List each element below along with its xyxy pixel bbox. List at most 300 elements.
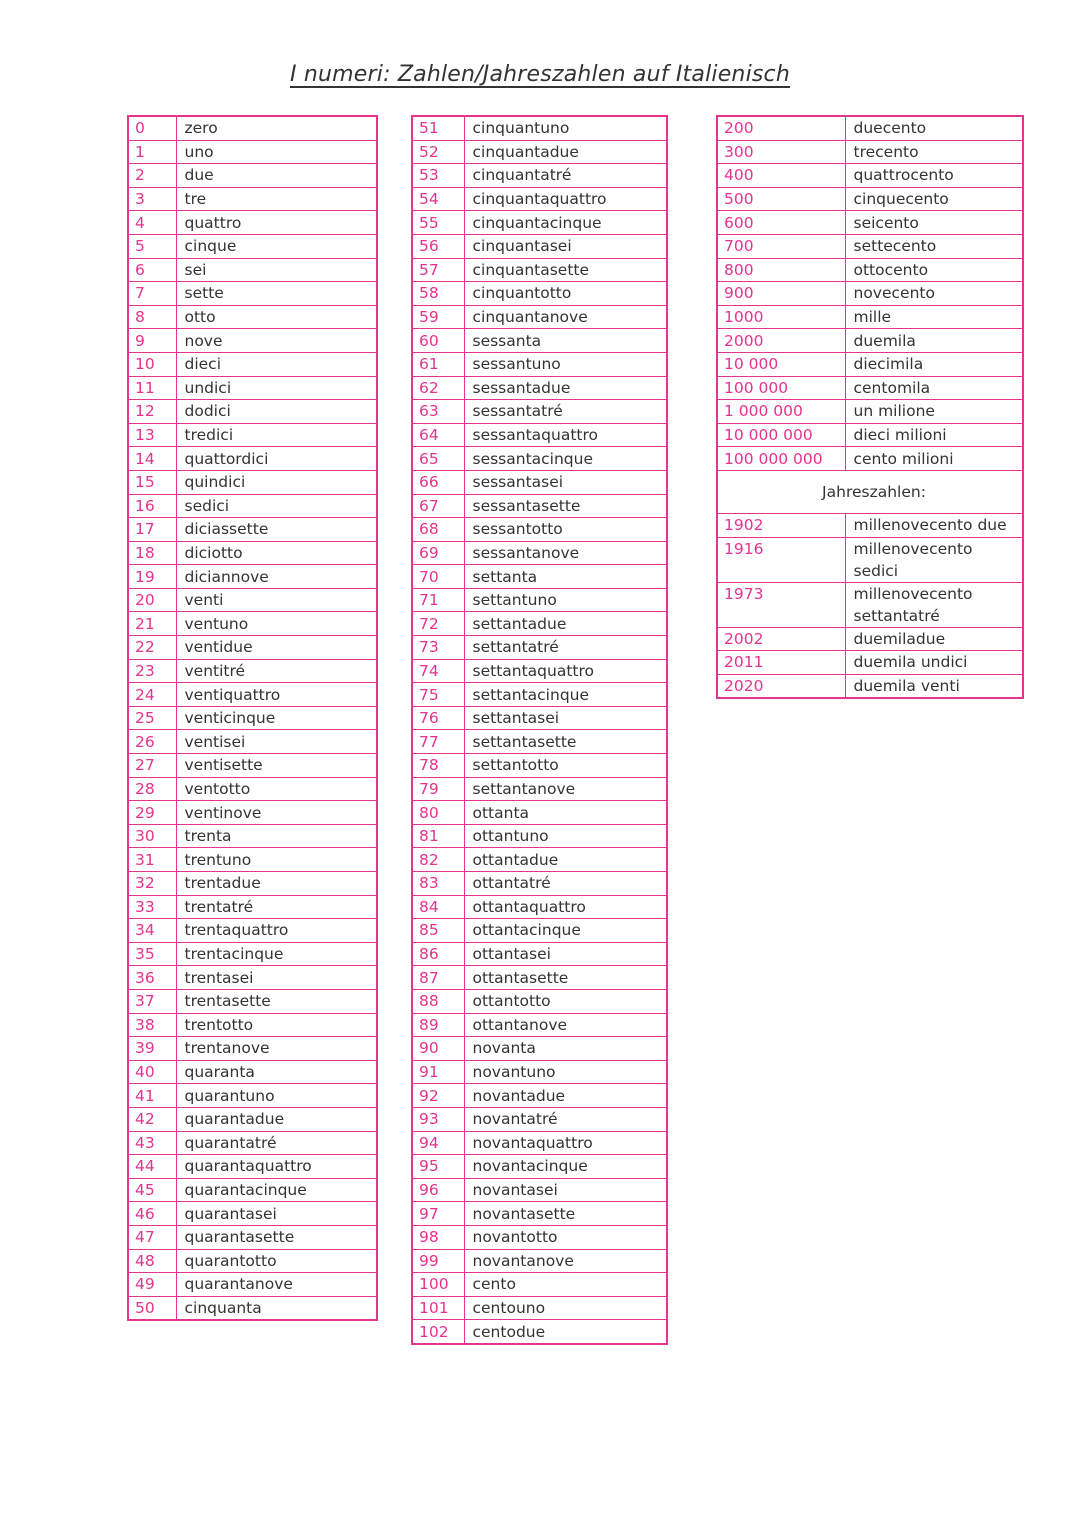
number-word: cinquantanove — [464, 305, 667, 329]
number-row — [412, 777, 667, 801]
number-digits: 19 — [128, 565, 176, 589]
number-digits: 1 000 000 — [717, 400, 845, 424]
number-row — [128, 895, 377, 919]
number-digits: 97 — [412, 1202, 464, 1226]
number-row — [128, 1060, 377, 1084]
number-row — [412, 447, 667, 471]
number-digits: 27 — [128, 754, 176, 778]
number-row — [128, 919, 377, 943]
number-digits: 73 — [412, 636, 464, 660]
number-digits: 74 — [412, 659, 464, 683]
number-digits: 600 — [717, 211, 845, 235]
number-word: uno — [176, 140, 377, 164]
number-row — [412, 1155, 667, 1179]
number-digits: 31 — [128, 848, 176, 872]
number-word: sei — [176, 258, 377, 282]
number-word: quarantacinque — [176, 1178, 377, 1202]
number-digits: 50 — [128, 1296, 176, 1320]
year-digits: 1916 — [717, 537, 845, 582]
number-digits: 18 — [128, 541, 176, 565]
number-digits: 15 — [128, 470, 176, 494]
number-digits: 59 — [412, 305, 464, 329]
number-word: quarantaquattro — [176, 1155, 377, 1179]
number-word: dieci — [176, 352, 377, 376]
number-word: zero — [176, 116, 377, 140]
number-row — [412, 919, 667, 943]
number-word: ottantotto — [464, 989, 667, 1013]
number-row — [128, 329, 377, 353]
number-digits: 20 — [128, 588, 176, 612]
number-digits: 61 — [412, 352, 464, 376]
number-word: novantaquattro — [464, 1131, 667, 1155]
number-digits: 68 — [412, 518, 464, 542]
number-word: tre — [176, 187, 377, 211]
numbers-table-hundreds-millions — [716, 115, 1024, 699]
number-row — [128, 659, 377, 683]
number-word: novantacinque — [464, 1155, 667, 1179]
year-digits: 2002 — [717, 627, 845, 651]
number-row — [412, 612, 667, 636]
number-digits: 41 — [128, 1084, 176, 1108]
number-row — [717, 376, 1023, 400]
number-digits: 2000 — [717, 329, 845, 353]
number-word: trentanove — [176, 1037, 377, 1061]
number-word: sessantatré — [464, 400, 667, 424]
years-header-row — [717, 470, 1023, 513]
number-row — [128, 1225, 377, 1249]
number-word: quaranta — [176, 1060, 377, 1084]
number-digits: 26 — [128, 730, 176, 754]
number-row — [412, 187, 667, 211]
number-word: trecento — [845, 140, 1023, 164]
number-row — [128, 848, 377, 872]
number-word: cinquantasei — [464, 234, 667, 258]
number-digits: 28 — [128, 777, 176, 801]
number-digits: 200 — [717, 116, 845, 140]
number-row — [412, 282, 667, 306]
number-digits: 47 — [128, 1225, 176, 1249]
number-digits: 62 — [412, 376, 464, 400]
number-word: settantatré — [464, 636, 667, 660]
number-row — [717, 140, 1023, 164]
number-word: trentasei — [176, 966, 377, 990]
number-row — [412, 1225, 667, 1249]
number-digits: 76 — [412, 706, 464, 730]
number-digits: 89 — [412, 1013, 464, 1037]
number-word: ottantaquattro — [464, 895, 667, 919]
number-row — [128, 234, 377, 258]
number-row — [412, 234, 667, 258]
number-digits: 88 — [412, 989, 464, 1013]
number-row — [412, 400, 667, 424]
number-digits: 48 — [128, 1249, 176, 1273]
number-word: trentadue — [176, 872, 377, 896]
number-digits: 0 — [128, 116, 176, 140]
number-row — [412, 352, 667, 376]
year-word: duemiladue — [845, 627, 1023, 651]
number-row — [128, 989, 377, 1013]
number-word: settantasette — [464, 730, 667, 754]
number-row — [128, 754, 377, 778]
number-word: cinquanta — [176, 1296, 377, 1320]
number-word: cinquantuno — [464, 116, 667, 140]
number-row — [128, 140, 377, 164]
number-row — [128, 164, 377, 188]
number-row — [717, 352, 1023, 376]
number-row — [412, 989, 667, 1013]
number-row — [128, 352, 377, 376]
number-digits: 5 — [128, 234, 176, 258]
year-row — [717, 651, 1023, 675]
number-word: seicento — [845, 211, 1023, 235]
number-row — [412, 1202, 667, 1226]
number-digits: 500 — [717, 187, 845, 211]
number-row — [412, 140, 667, 164]
number-row — [128, 494, 377, 518]
number-row — [128, 706, 377, 730]
number-row — [412, 494, 667, 518]
number-digits: 96 — [412, 1178, 464, 1202]
year-word: millenovecento sedici — [845, 537, 1023, 582]
number-row — [128, 211, 377, 235]
number-digits: 40 — [128, 1060, 176, 1084]
number-digits: 33 — [128, 895, 176, 919]
number-row — [128, 1296, 377, 1320]
number-word: quarantotto — [176, 1249, 377, 1273]
number-digits: 800 — [717, 258, 845, 282]
number-word: sessantacinque — [464, 447, 667, 471]
number-digits: 24 — [128, 683, 176, 707]
number-row — [412, 588, 667, 612]
number-word: quattro — [176, 211, 377, 235]
number-digits: 99 — [412, 1249, 464, 1273]
number-row — [128, 187, 377, 211]
number-row — [128, 872, 377, 896]
number-row — [128, 305, 377, 329]
number-word: diciassette — [176, 518, 377, 542]
number-row — [717, 164, 1023, 188]
number-row — [128, 824, 377, 848]
number-row — [717, 447, 1023, 471]
number-digits: 56 — [412, 234, 464, 258]
number-row — [412, 329, 667, 353]
number-word: cinquantacinque — [464, 211, 667, 235]
number-word: ottantuno — [464, 824, 667, 848]
number-digits: 82 — [412, 848, 464, 872]
number-word: ottantatré — [464, 872, 667, 896]
number-word: ventotto — [176, 777, 377, 801]
number-word: diciotto — [176, 541, 377, 565]
number-word: ventuno — [176, 612, 377, 636]
number-row — [128, 565, 377, 589]
number-word: quarantadue — [176, 1107, 377, 1131]
number-row — [128, 447, 377, 471]
number-word: ventisette — [176, 754, 377, 778]
number-word: tredici — [176, 423, 377, 447]
number-digits: 55 — [412, 211, 464, 235]
year-row — [717, 627, 1023, 651]
number-word: novantasei — [464, 1178, 667, 1202]
number-row — [412, 541, 667, 565]
number-digits: 4 — [128, 211, 176, 235]
number-digits: 81 — [412, 824, 464, 848]
number-digits: 2 — [128, 164, 176, 188]
number-digits: 51 — [412, 116, 464, 140]
number-word: trentasette — [176, 989, 377, 1013]
number-row — [717, 305, 1023, 329]
number-digits: 900 — [717, 282, 845, 306]
number-word: novantadue — [464, 1084, 667, 1108]
number-row — [412, 164, 667, 188]
number-word: sedici — [176, 494, 377, 518]
number-word: cinquantaquattro — [464, 187, 667, 211]
number-row — [717, 329, 1023, 353]
number-word: cinquecento — [845, 187, 1023, 211]
number-row — [717, 423, 1023, 447]
number-row — [412, 1107, 667, 1131]
number-row — [412, 942, 667, 966]
number-word: cinquantasette — [464, 258, 667, 282]
number-row — [717, 187, 1023, 211]
number-word: novantotto — [464, 1225, 667, 1249]
number-word: sessantotto — [464, 518, 667, 542]
number-word: ottantadue — [464, 848, 667, 872]
number-word: settantasei — [464, 706, 667, 730]
year-word: millenovecento settantatré — [845, 582, 1023, 627]
number-row — [412, 801, 667, 825]
number-digits: 10 000 — [717, 352, 845, 376]
number-row — [128, 1202, 377, 1226]
number-row — [128, 1013, 377, 1037]
number-row — [412, 1320, 667, 1344]
number-word: sessantadue — [464, 376, 667, 400]
number-row — [128, 1273, 377, 1297]
number-row — [717, 211, 1023, 235]
number-digits: 11 — [128, 376, 176, 400]
years-header: Jahreszahlen: — [717, 470, 1023, 513]
number-digits: 58 — [412, 282, 464, 306]
number-digits: 17 — [128, 518, 176, 542]
number-digits: 87 — [412, 966, 464, 990]
number-digits: 38 — [128, 1013, 176, 1037]
year-word: duemila venti — [845, 674, 1023, 698]
numbers-table-51-102 — [411, 115, 668, 1345]
number-word: novantatré — [464, 1107, 667, 1131]
number-digits: 91 — [412, 1060, 464, 1084]
number-word: settantaquattro — [464, 659, 667, 683]
number-digits: 100 000 000 — [717, 447, 845, 471]
number-word: quattordici — [176, 447, 377, 471]
number-digits: 102 — [412, 1320, 464, 1344]
number-word: trenta — [176, 824, 377, 848]
number-digits: 32 — [128, 872, 176, 896]
page-title — [0, 62, 1080, 87]
number-word: cinquantotto — [464, 282, 667, 306]
number-word: quattrocento — [845, 164, 1023, 188]
number-row — [412, 258, 667, 282]
year-word: millenovecento due — [845, 513, 1023, 537]
number-digits: 53 — [412, 164, 464, 188]
number-row — [717, 258, 1023, 282]
number-digits: 78 — [412, 754, 464, 778]
number-row — [128, 1084, 377, 1108]
number-word: dieci milioni — [845, 423, 1023, 447]
number-word: ottantacinque — [464, 919, 667, 943]
number-digits: 46 — [128, 1202, 176, 1226]
number-word: trentotto — [176, 1013, 377, 1037]
number-word: novantanove — [464, 1249, 667, 1273]
number-word: sessantasei — [464, 470, 667, 494]
number-row — [128, 541, 377, 565]
number-row — [128, 470, 377, 494]
number-row — [412, 895, 667, 919]
number-digits: 84 — [412, 895, 464, 919]
number-word: ottocento — [845, 258, 1023, 282]
number-word: venti — [176, 588, 377, 612]
number-row — [412, 730, 667, 754]
number-row — [412, 211, 667, 235]
number-row — [412, 1296, 667, 1320]
number-word: settantacinque — [464, 683, 667, 707]
number-digits: 80 — [412, 801, 464, 825]
number-digits: 13 — [128, 423, 176, 447]
number-word: settantuno — [464, 588, 667, 612]
number-digits: 23 — [128, 659, 176, 683]
number-digits: 85 — [412, 919, 464, 943]
number-row — [128, 801, 377, 825]
number-row — [717, 282, 1023, 306]
number-digits: 95 — [412, 1155, 464, 1179]
number-row — [128, 400, 377, 424]
number-row — [128, 1249, 377, 1273]
number-row — [717, 234, 1023, 258]
number-row — [412, 872, 667, 896]
number-digits: 65 — [412, 447, 464, 471]
number-word: settanta — [464, 565, 667, 589]
number-word: quarantuno — [176, 1084, 377, 1108]
number-digits: 101 — [412, 1296, 464, 1320]
number-row — [128, 612, 377, 636]
number-digits: 77 — [412, 730, 464, 754]
number-row — [128, 1155, 377, 1179]
number-digits: 37 — [128, 989, 176, 1013]
number-word: sessanta — [464, 329, 667, 353]
number-row — [412, 1273, 667, 1297]
number-digits: 72 — [412, 612, 464, 636]
number-word: dodici — [176, 400, 377, 424]
year-row — [717, 513, 1023, 537]
number-row — [717, 400, 1023, 424]
number-digits: 45 — [128, 1178, 176, 1202]
number-row — [412, 636, 667, 660]
number-row — [412, 423, 667, 447]
number-word: ventinove — [176, 801, 377, 825]
number-digits: 66 — [412, 470, 464, 494]
number-digits: 1 — [128, 140, 176, 164]
number-word: nove — [176, 329, 377, 353]
year-digits: 2020 — [717, 674, 845, 698]
year-word: duemila undici — [845, 651, 1023, 675]
number-row — [412, 706, 667, 730]
number-word: quarantasei — [176, 1202, 377, 1226]
number-digits: 64 — [412, 423, 464, 447]
number-row — [128, 636, 377, 660]
number-word: otto — [176, 305, 377, 329]
number-digits: 8 — [128, 305, 176, 329]
number-digits: 7 — [128, 282, 176, 306]
number-digits: 49 — [128, 1273, 176, 1297]
number-digits: 10 000 000 — [717, 423, 845, 447]
number-digits: 43 — [128, 1131, 176, 1155]
number-row — [128, 258, 377, 282]
number-word: settantotto — [464, 754, 667, 778]
number-row — [717, 116, 1023, 140]
number-digits: 39 — [128, 1037, 176, 1061]
number-row — [128, 423, 377, 447]
number-word: undici — [176, 376, 377, 400]
number-row — [128, 1131, 377, 1155]
number-word: diciannove — [176, 565, 377, 589]
number-row — [412, 754, 667, 778]
number-word: duemila — [845, 329, 1023, 353]
number-row — [412, 824, 667, 848]
number-word: ottanta — [464, 801, 667, 825]
number-digits: 52 — [412, 140, 464, 164]
number-row — [412, 305, 667, 329]
number-row — [412, 1249, 667, 1273]
number-row — [412, 848, 667, 872]
number-word: centomila — [845, 376, 1023, 400]
number-row — [412, 1013, 667, 1037]
numbers-table-0-50 — [127, 115, 378, 1321]
number-row — [128, 777, 377, 801]
number-digits: 100 000 — [717, 376, 845, 400]
number-row — [128, 116, 377, 140]
number-digits: 1000 — [717, 305, 845, 329]
number-row — [128, 730, 377, 754]
number-row — [412, 1178, 667, 1202]
number-digits: 6 — [128, 258, 176, 282]
number-word: settantadue — [464, 612, 667, 636]
number-digits: 16 — [128, 494, 176, 518]
number-word: sessantasette — [464, 494, 667, 518]
number-word: sessantanove — [464, 541, 667, 565]
number-word: venticinque — [176, 706, 377, 730]
number-digits: 700 — [717, 234, 845, 258]
number-row — [128, 1178, 377, 1202]
number-row — [412, 1037, 667, 1061]
number-digits: 71 — [412, 588, 464, 612]
number-digits: 36 — [128, 966, 176, 990]
number-digits: 35 — [128, 942, 176, 966]
number-digits: 54 — [412, 187, 464, 211]
number-digits: 70 — [412, 565, 464, 589]
number-word: due — [176, 164, 377, 188]
number-row — [128, 376, 377, 400]
number-word: ottantasette — [464, 966, 667, 990]
number-digits: 12 — [128, 400, 176, 424]
number-digits: 300 — [717, 140, 845, 164]
number-word: ventitré — [176, 659, 377, 683]
number-row — [412, 518, 667, 542]
number-row — [128, 518, 377, 542]
number-word: trentuno — [176, 848, 377, 872]
number-word: ventiquattro — [176, 683, 377, 707]
number-row — [412, 1084, 667, 1108]
number-word: diecimila — [845, 352, 1023, 376]
number-row — [412, 1060, 667, 1084]
number-digits: 93 — [412, 1107, 464, 1131]
